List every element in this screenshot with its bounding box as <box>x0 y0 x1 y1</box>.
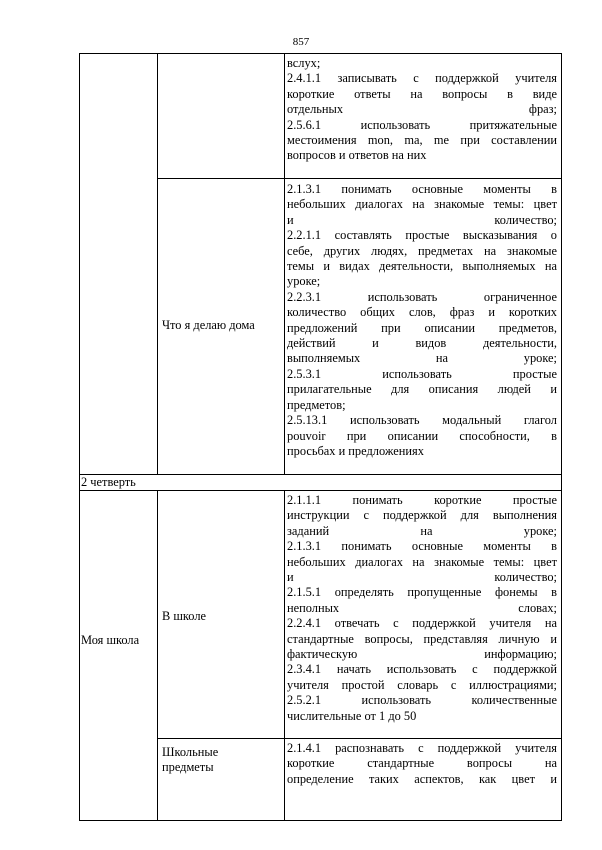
text-line: 2.5.6.1 использовать притяжательные <box>287 117 557 132</box>
subtopic-label-at-school: В школе <box>162 609 207 623</box>
text-line: отдельных фраз; <box>287 102 557 117</box>
text-line: 2.2.3.1 использовать ограниченное <box>287 289 557 304</box>
table-border-left <box>79 53 80 821</box>
text-line: 2.4.1.1 записывать с поддержкой учителя <box>287 71 557 86</box>
row-divider-1 <box>157 178 562 179</box>
table-cell-objectives-row1 <box>287 56 557 164</box>
text-line: короткие ответы на вопросы в виде <box>287 86 557 101</box>
text-line: 2.5.13.1 использовать модальный глагол <box>287 413 557 428</box>
table-border-top <box>79 53 562 54</box>
text-line: предложений при описании предметов, <box>287 320 557 335</box>
text-line: стандартные вопросы, представляя личную и <box>287 631 557 646</box>
text-line: 2.1.5.1 определять пропущенные фонемы в <box>287 585 557 600</box>
column-divider-2 <box>284 53 285 475</box>
text-line: учителя простой словарь с иллюстрациями; <box>287 677 557 692</box>
text-line: 2.2.4.1 отвечать с поддержкой учителя на <box>287 616 557 631</box>
table-border-bottom <box>79 820 562 821</box>
text-line: 2.5.3.1 использовать простые <box>287 366 557 381</box>
text-line: себе, других людях, предметах на знакомые <box>287 243 557 258</box>
text-line: 2.2.1.1 составлять простые высказывания о <box>287 228 557 243</box>
column-divider-1-lower <box>157 491 158 821</box>
table-cell-objectives-row2 <box>287 182 557 459</box>
text-line: 2.1.4.1 распознавать с поддержкой учителя <box>287 741 557 755</box>
text-line: выполняемых на уроке; <box>287 351 557 366</box>
quarter-heading: 2 четверть <box>81 475 136 489</box>
text-line: прилагательные для описания людей и <box>287 382 557 397</box>
text-line: короткие стандартные вопросы на <box>287 756 557 771</box>
text-line: и количество; <box>287 212 557 227</box>
row-divider-quarter-top <box>79 474 562 475</box>
text-line: небольших диалогах на знакомые темы: цвет <box>287 554 557 569</box>
text-line: количество общих слов, фраз и коротких <box>287 305 557 320</box>
text-line: небольших диалогах на знакомые темы: цвет <box>287 197 557 212</box>
text-line: местоимения mon, ma, me при составлении <box>287 133 557 148</box>
column-divider-2-lower <box>284 491 285 821</box>
table-cell-objectives-row4 <box>287 741 557 787</box>
text-line: определение таких аспектов, как цвет и <box>287 771 557 786</box>
text-line: фактическую информацию; <box>287 647 557 662</box>
text-line: 2.5.2.1 использовать количественные <box>287 693 557 708</box>
text-line: предметов; <box>287 397 346 412</box>
table-cell-objectives-row3 <box>287 493 557 724</box>
text-line: неполных словах; <box>287 600 557 615</box>
text-line: 2.1.3.1 понимать основные моменты в <box>287 182 557 196</box>
text-line: заданий на уроке; <box>287 523 557 538</box>
table-border-right <box>561 53 562 821</box>
text-line: вопросов и ответов на них <box>287 148 427 163</box>
row-divider-quarter-bottom <box>79 490 562 491</box>
text-line: темы и видах деятельности, выполняемых на <box>287 259 557 274</box>
text-line: просьбах и предложениях <box>287 443 424 458</box>
row-divider-2 <box>157 738 562 739</box>
subtopic-label-home: Что я делаю дома <box>162 318 255 332</box>
text-line: 2.1.1.1 понимать короткие простые <box>287 493 557 507</box>
text-line: инструкции с поддержкой для выполнения <box>287 508 557 523</box>
text-line: и количество; <box>287 570 557 585</box>
text-line: 2.3.4.1 начать использовать с поддержкой <box>287 662 557 677</box>
text-line: 2.1.3.1 понимать основные моменты в <box>287 539 557 554</box>
text-line: pouvoir при описании способности, в <box>287 428 557 443</box>
text-line: вслух; <box>287 56 321 70</box>
page-number: 857 <box>292 36 310 48</box>
topic-label-my-school: Моя школа <box>81 633 140 647</box>
text-line: уроке; <box>287 274 321 289</box>
subtopic-label-school-subjects: Школьные предметы <box>162 745 219 775</box>
text-line: действий и видов деятельности, <box>287 336 557 351</box>
text-line: числительные от 1 до 50 <box>287 708 417 723</box>
column-divider-1 <box>157 53 158 475</box>
